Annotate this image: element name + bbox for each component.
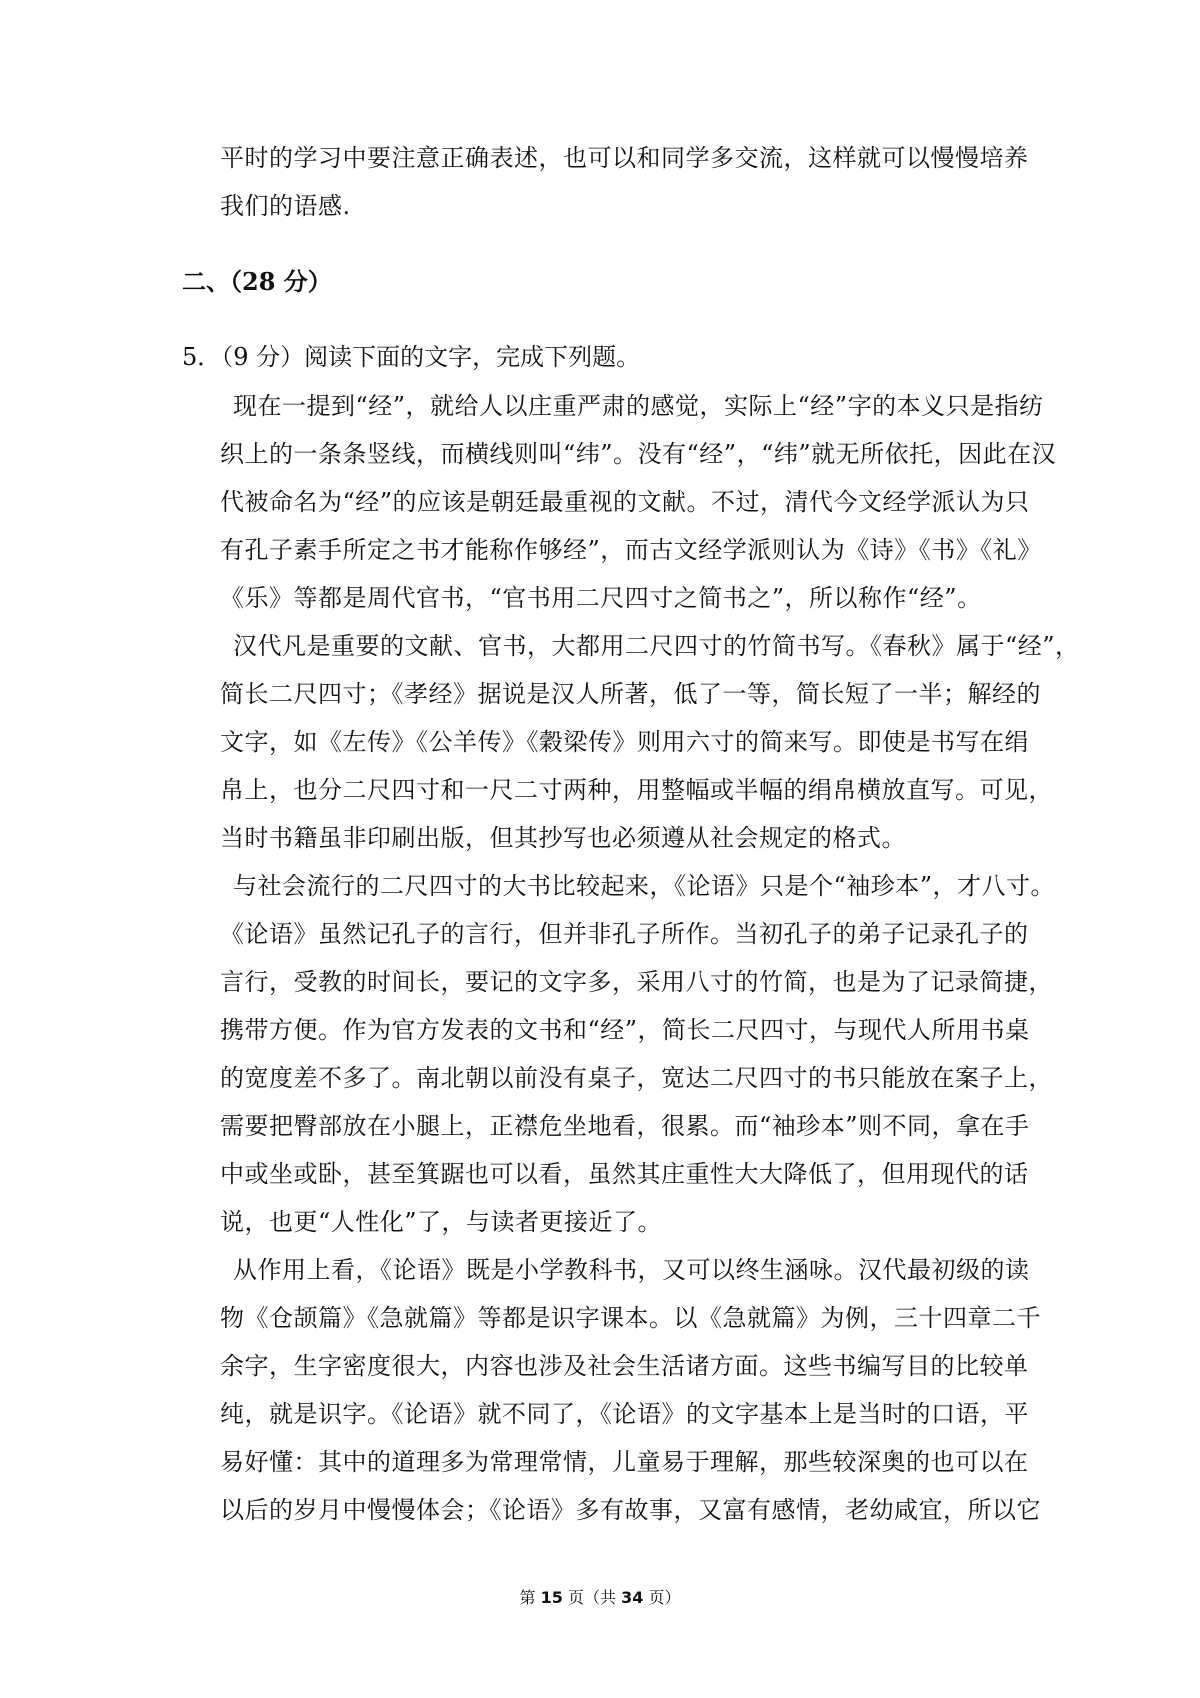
passage-line: 余字，生字密度很大，内容也涉及社会生活诸方面。这些书编写目的比较单	[220, 1352, 1029, 1380]
passage-line: 文字，如《左传》《公羊传》《穀梁传》则用六寸的简来写。即使是书写在绢	[220, 728, 1029, 756]
footer-page-number: 15	[540, 1588, 563, 1607]
question-stem: 5．（9 分）阅读下面的文字，完成下列题。	[182, 343, 641, 371]
passage-line: 简长二尺四寸；《孝经》据说是汉人所著，低了一等，简长短了一半；解经的	[220, 680, 1041, 708]
passage-line: 的宽度差不多了。南北朝以前没有桌子，宽达二尺四寸的书只能放在案子上，	[220, 1064, 1053, 1092]
passage-line: 织上的一条条竖线，而横线则叫“纬”。没有“经”，“纬”就无所依托，因此在汉	[220, 440, 1057, 468]
intro-line: 平时的学习中要注意正确表述，也可以和同学多交流，这样就可以慢慢培养	[220, 144, 1029, 172]
passage-line: 易好懂：其中的道理多为常理常情，儿童易于理解，那些较深奥的也可以在	[220, 1448, 1029, 1476]
intro-line: 我们的语感.	[220, 192, 351, 220]
passage-line: 以后的岁月中慢慢体会；《论语》多有故事，又富有感情，老幼咸宜，所以它	[220, 1496, 1041, 1524]
passage-line: 《论语》虽然记孔子的言行，但并非孔子所作。当初孔子的弟子记录孔子的	[220, 920, 1029, 948]
passage-line: 汉代凡是重要的文献、官书，大都用二尺四寸的竹简书写。《春秋》属于“经”，	[233, 632, 1080, 660]
page-footer	[0, 1587, 1200, 1609]
footer-suffix: 页）	[643, 1588, 681, 1607]
passage-line: 言行，受教的时间长，要记的文字多，采用八寸的竹简，也是为了记录简捷，	[220, 968, 1053, 996]
passage-line: 代被命名为“经”的应该是朝廷最重视的文献。不过，清代今文经学派认为只	[220, 488, 1030, 516]
passage-line: 需要把臀部放在小腿上，正襟危坐地看，很累。而“袖珍本”则不同，拿在手	[220, 1112, 1030, 1140]
passage-line: 与社会流行的二尺四寸的大书比较起来，《论语》只是个“袖珍本”，才八寸。	[233, 872, 1056, 900]
passage-line: 从作用上看，《论语》既是小学教科书，又可以终生涵咏。汉代最初级的读	[233, 1256, 1030, 1284]
passage-line: 帛上，也分二尺四寸和一尺二寸两种，用整幅或半幅的绢帛横放直写。可见，	[220, 776, 1053, 804]
passage-line: 有孔子素手所定之书才能称作够经”，而古文经学派则认为《诗》《书》《礼》	[220, 536, 1042, 564]
footer-middle: 页（共	[562, 1588, 622, 1607]
passage-line: 《乐》等都是周代官书，“官书用二尺四寸之简书之”，所以称作“经”。	[220, 584, 982, 612]
footer-total-pages: 34	[621, 1588, 644, 1607]
section-heading: 二、（28 分）	[182, 267, 332, 296]
passage-line: 携带方便。作为官方发表的文书和“经”，简长二尺四寸，与现代人所用书桌	[220, 1016, 1030, 1044]
passage-line: 物《仓颉篇》《急就篇》等都是识字课本。以《急就篇》为例，三十四章二千	[220, 1304, 1041, 1332]
passage-line: 中或坐或卧，甚至箕踞也可以看，虽然其庄重性大大降低了，但用现代的话	[220, 1160, 1029, 1188]
footer-prefix: 第	[519, 1588, 541, 1607]
passage-line: 当时书籍虽非印刷出版，但其抄写也必须遵从社会规定的格式。	[220, 824, 906, 852]
passage-line: 纯，就是识字。《论语》就不同了，《论语》的文字基本上是当时的口语，平	[220, 1400, 1029, 1428]
passage-line: 现在一提到“经”，就给人以庄重严肃的感觉，实际上“经”字的本义只是指纺	[233, 392, 1044, 420]
passage-line: 说，也更“人性化”了，与读者更接近了。	[220, 1208, 663, 1236]
